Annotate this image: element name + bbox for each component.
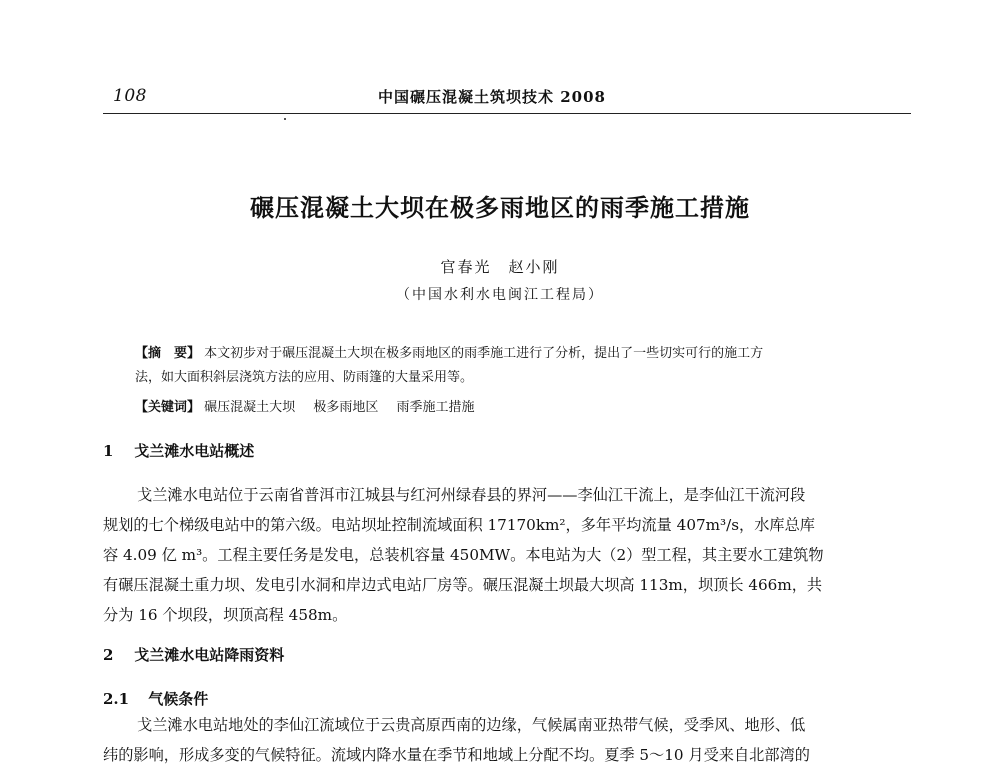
paragraph-line: 规划的七个梯级电站中的第六级。电站坝址控制流域面积 17170km²，多年平均流量 407m³/s，水库总库 <box>103 516 815 534</box>
paragraph-line: 戈兰滩水电站位于云南省普洱市江城县与红河州绿春县的界河——李仙江干流上，是李仙江干流河段 <box>137 486 806 504</box>
section-2-1-paragraph <box>103 710 911 770</box>
affiliation: （中国水利水电闽江工程局） <box>396 287 604 303</box>
page-number: 108 <box>113 86 147 106</box>
running-header <box>103 82 911 112</box>
abstract-continuation <box>135 366 895 390</box>
abstract-line-2: 法，如大面积斜层浇筑方法的应用、防雨篷的大量采用等。 <box>135 370 474 385</box>
section-heading-2 <box>103 644 284 665</box>
section-1-paragraph <box>103 480 911 630</box>
paper-title: 碾压混凝土大坝在极多雨地区的雨季施工措施 <box>250 193 750 222</box>
paragraph-line: 有碾压混凝土重力坝、发电引水洞和岸边式电站厂房等。碾压混凝土坝最大坝高 113m，坝顶长 466m，共 <box>103 576 823 594</box>
section-number: 1 <box>103 442 114 460</box>
abstract <box>135 342 895 366</box>
abstract-label: 【摘 要】 <box>135 346 201 361</box>
keyword: 碾压混凝土大坝 <box>204 400 296 415</box>
section-number: 2 <box>103 646 114 664</box>
paragraph-line: 戈兰滩水电站地处的李仙江流域位于云贵高原西南的边缘，气候属南亚热带气候，受季风、地形、低 <box>137 716 806 734</box>
abstract-line-1: 本文初步对于碾压混凝土大坝在极多雨地区的雨季施工进行了分析，提出了一些切实可行的施工方 <box>204 346 764 361</box>
keywords <box>135 396 488 415</box>
section-title: 气候条件 <box>148 690 209 708</box>
keywords-label: 【关键词】 <box>135 400 201 415</box>
journal-title: 中国碾压混凝土筑坝技术 2008 <box>378 88 606 106</box>
authors: 官春光 赵小刚 <box>440 258 560 276</box>
section-number: 2.1 <box>103 690 130 708</box>
header-rule <box>103 113 911 114</box>
section-heading-1 <box>103 440 254 461</box>
section-title: 戈兰滩水电站降雨资料 <box>134 646 285 664</box>
scan-speck <box>284 118 286 120</box>
paragraph-line: 纬的影响，形成多变的气候特征。流域内降水量在季节和地域上分配不均。夏季 5～10 月受来自北部湾的 <box>103 746 810 764</box>
keyword: 雨季施工措施 <box>396 400 475 415</box>
paragraph-line: 容 4.09 亿 m³。工程主要任务是发电，总装机容量 450MW。本电站为大（2）型工程，其主要水工建筑物 <box>103 546 824 564</box>
keyword: 极多雨地区 <box>313 400 379 415</box>
paragraph-line: 分为 16 个坝段，坝顶高程 458m。 <box>103 606 348 624</box>
section-heading-2-1 <box>103 688 208 709</box>
section-title: 戈兰滩水电站概述 <box>134 442 255 460</box>
